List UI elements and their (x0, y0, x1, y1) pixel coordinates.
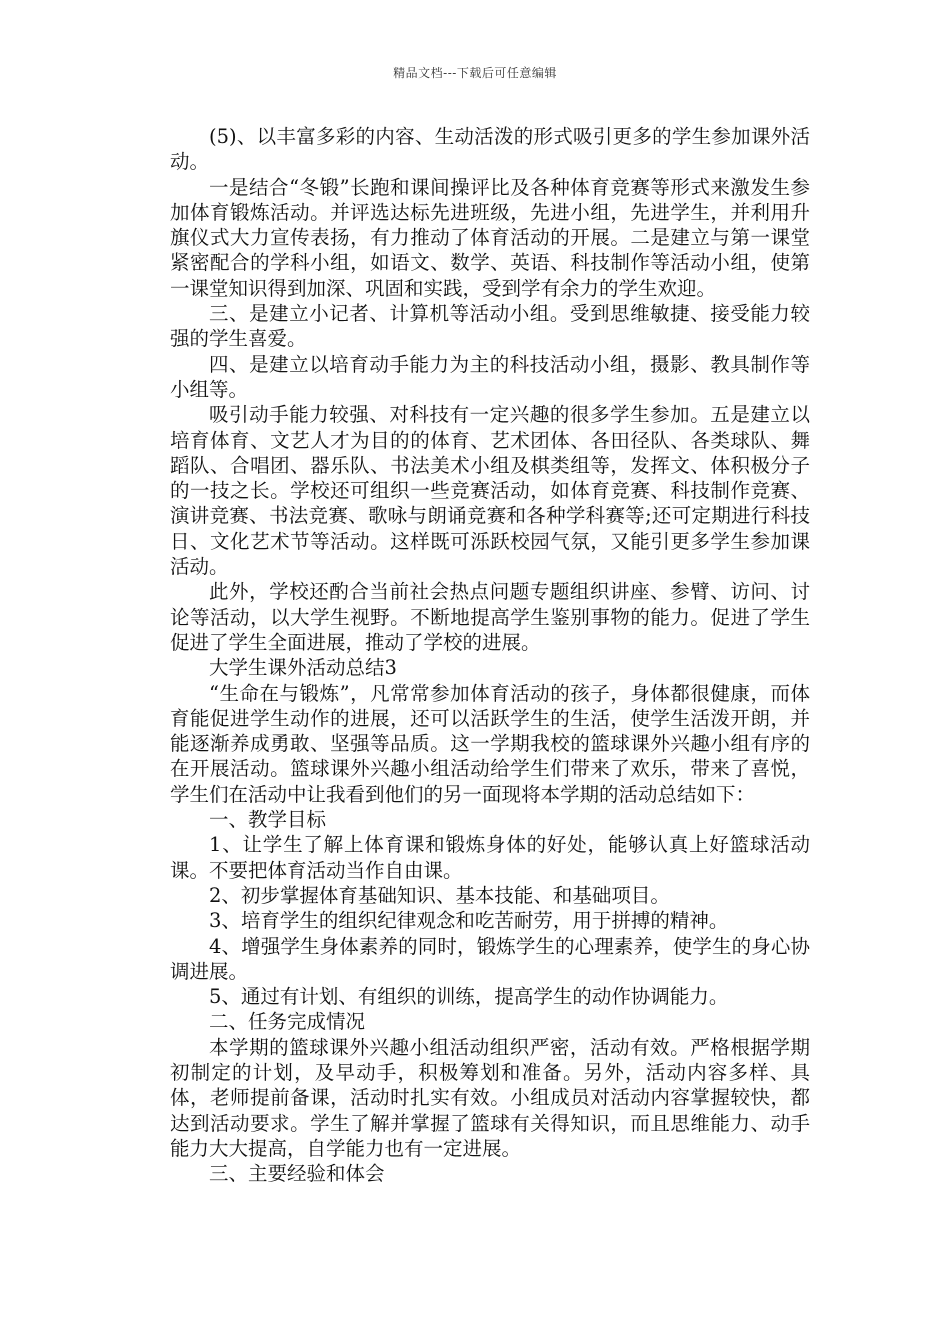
paragraph: 一是结合“冬锻”长跑和课间操评比及各种体育竞赛等形式来激发生参加体育锻炼活动。并评选达标先进班级，先进小组，先进学生，并利用升旗仪式大力宣传表扬，有力推动了体育活动的开展。二是建立与第一课堂紧密配合的学科小组，如语文、数学、英语、科技制作等活动小组，使第一课堂知识得到加深、巩固和实践，受到学有余力的学生欢迎。 (170, 175, 810, 300)
list-item: 4、增强学生身体素养的同时，锻炼学生的心理素养，使学生的身心协调进展。 (170, 934, 810, 983)
document-body (170, 124, 810, 1186)
list-item: 5、通过有计划、有组织的训练，提高学生的动作协调能力。 (209, 985, 729, 1009)
section-heading: 二、任务完成情况 (209, 1010, 366, 1034)
paragraph: 三、是建立小记者、计算机等活动小组。受到思维敏捷、接受能力较强的学生喜爱。 (170, 302, 810, 351)
paragraph: 四、是建立以培育动手能力为主的科技活动小组，摄影、教具制作等小组等。 (170, 352, 810, 401)
section-heading: 一、教学目标 (209, 808, 327, 832)
paragraph: “生命在与锻炼”，凡常常参加体育活动的孩子，身体都很健康，而体育能促进学生动作的进展，还可以活跃学生的生活，使学生活泼开朗，并能逐渐养成勇敢、坚强等品质。这一学期我校的篮球课外兴趣小组有序的在开展活动。篮球课外兴趣小组活动给学生们带来了欢乐，带来了喜悦，学生们在活动中让我看到他们的另一面现将本学期的活动总结如下： (170, 681, 810, 806)
list-item: 3、培育学生的组织纪律观念和吃苦耐劳，用于拼搏的精神。 (209, 909, 729, 933)
section-title: 大学生课外活动总结3 (209, 656, 397, 680)
section-heading: 三、主要经验和体会 (209, 1162, 385, 1186)
paragraph: (5)、以丰富多彩的内容、生动活泼的形式吸引更多的学生参加课外活动。 (170, 125, 810, 174)
page-header: 精品文档---下载后可任意编辑 (393, 66, 557, 80)
paragraph: 吸引动手能力较强、对科技有一定兴趣的很多学生参加。五是建立以培育体育、文艺人才为目的的体育、艺术团体、各田径队、各类球队、舞蹈队、合唱团、器乐队、书法美术小组及棋类组等，发挥文、体积极分子的一技之长。学校还可组织一些竞赛活动，如体育竞赛、科技制作竞赛、演讲竞赛、书法竞赛、歌咏与朗诵竞赛和各种学科赛等;还可定期进行科技日、文化艺术节等活动。这样既可泺跃校园气氛，又能引更多学生参加课活动。 (170, 403, 810, 579)
list-item: 2、初步掌握体育基础知识、基本技能、和基础项目。 (209, 883, 670, 907)
paragraph: 本学期的篮球课外兴趣小组活动组织严密，活动有效。严格根据学期初制定的计划，及早动手，积极筹划和准备。另外，活动内容多样、具体，老师提前备课，活动时扎实有效。小组成员对活动内容掌握较快，都达到活动要求。学生了解并掌握了篮球有关得知识，而且思维能力、动手能力大大提高，自学能力也有一定进展。 (170, 1035, 810, 1160)
list-item: 1、让学生了解上体育课和锻炼身体的好处，能够认真上好篮球活动课。不要把体育活动当作自由课。 (170, 833, 810, 882)
paragraph: 此外，学校还酌合当前社会热点问题专题组织讲座、参臂、访问、讨论等活动，以大学生视野。不断地提高学生鉴别事物的能力。促进了学生促进了学生全面进展，推动了学校的进展。 (170, 580, 810, 654)
